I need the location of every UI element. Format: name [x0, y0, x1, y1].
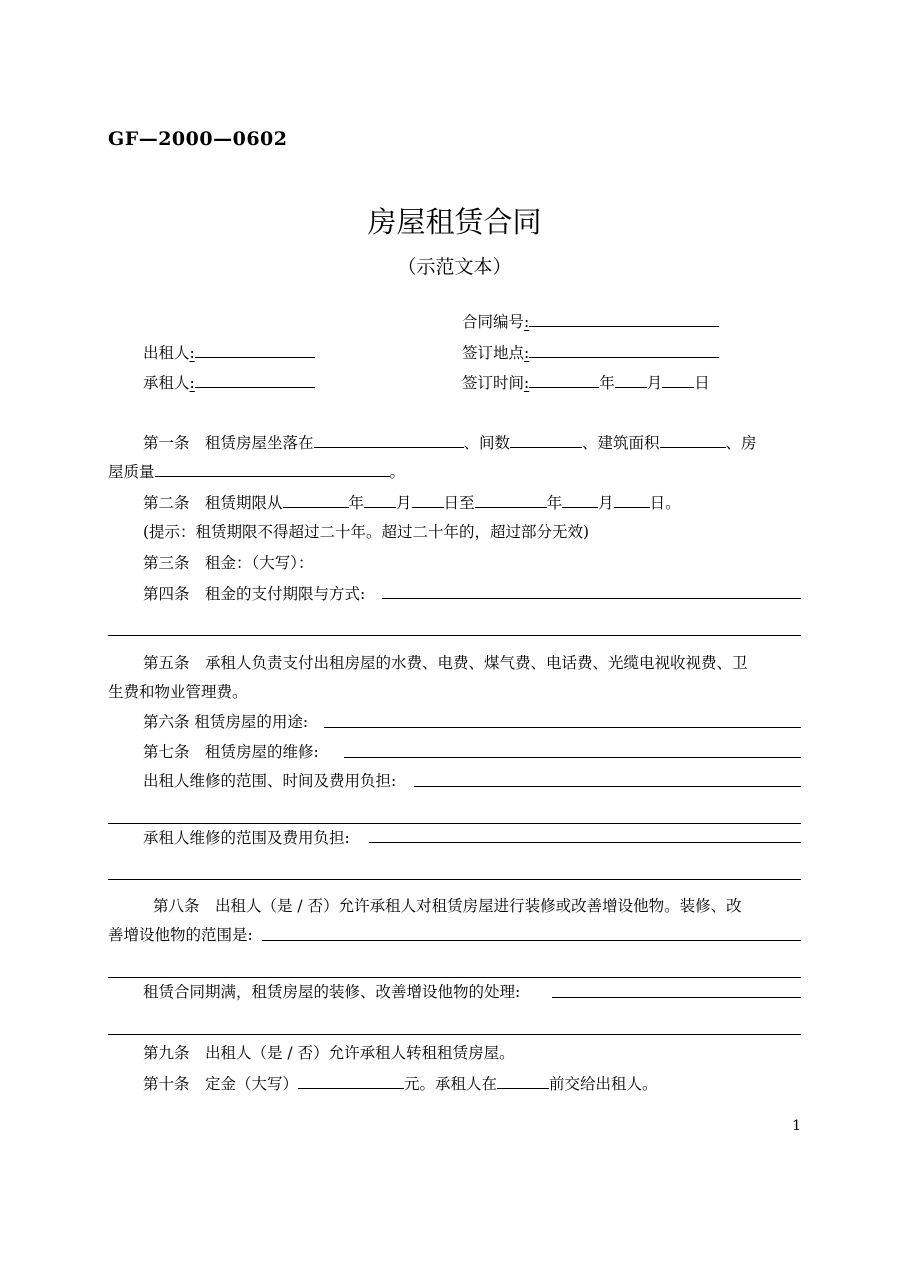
sign-day-field[interactable] [662, 372, 694, 388]
sign-month-field[interactable] [615, 372, 647, 388]
hint-note: (提示：租赁期限不得超过二十年。超过二十年的，超过部分无效) [143, 523, 590, 541]
house-use-field[interactable] [324, 727, 801, 728]
lessor-row: 出租人: [143, 342, 315, 363]
lessee-repair-extra-line[interactable] [108, 879, 801, 880]
deposit-date-field[interactable] [497, 1073, 549, 1089]
end-year-field[interactable] [475, 492, 547, 508]
document-code: GF—2000—0602 [108, 128, 288, 150]
lessor-label: 出租人 [143, 344, 190, 362]
lessee-repair-label: 承租人维修的范围及费用负担: [143, 829, 350, 847]
end-month-field[interactable] [562, 492, 598, 508]
page-number: 1 [792, 1118, 801, 1134]
floor-area-field[interactable] [660, 432, 726, 448]
house-quality-field[interactable] [155, 461, 390, 477]
article-9: 第九条 出租人（是 / 否）允许承租人转租租赁房屋。 [143, 1044, 515, 1062]
renovation-scope-extra-line[interactable] [108, 977, 801, 978]
article-6: 第六条 租赁房屋的用途: [143, 713, 309, 731]
expiry-handling-label: 租赁合同期满，租赁房屋的装修、改善增设他物的处理: [143, 983, 521, 1001]
article-1-line-1: 第一条 租赁房屋坐落在 、间数 、建筑面积 、房 [143, 434, 757, 452]
article-7: 第七条 租赁房屋的维修: [143, 743, 319, 761]
article-2: 第二条 租赁期限从 年 月 日至 年 月 日。 [143, 494, 681, 512]
start-day-field[interactable] [412, 492, 444, 508]
lessor-repair-label: 出租人维修的范围、时间及费用负担: [143, 772, 397, 790]
sign-place-row: 签订地点: [462, 342, 719, 363]
article-8-line-2: 善增设他物的范围是: [108, 926, 253, 944]
contract-number-field[interactable] [529, 311, 719, 327]
lessor-repair-field[interactable] [414, 786, 801, 787]
expiry-handling-field[interactable] [552, 997, 801, 998]
start-month-field[interactable] [364, 492, 396, 508]
renovation-scope-field[interactable] [262, 940, 801, 941]
start-year-field[interactable] [283, 492, 349, 508]
payment-terms-extra-line[interactable] [108, 635, 801, 636]
lessee-label: 承租人 [143, 374, 190, 392]
article-8-line-1: 第八条 出租人（是 / 否）允许承租人对租赁房屋进行装修或改善增设他物。装修、改 [153, 897, 742, 915]
contract-number-label: 合同编号 [462, 313, 525, 331]
location-field[interactable] [314, 432, 464, 448]
sign-place-field[interactable] [529, 342, 719, 358]
sign-place-label: 签订地点 [462, 344, 525, 362]
sign-year-field[interactable] [529, 372, 599, 388]
deposit-amount-field[interactable] [298, 1073, 404, 1089]
maintenance-field[interactable] [344, 757, 801, 758]
sign-time-row: 签订时间: 年 月 日 [462, 374, 710, 392]
lessee-row: 承租人: [143, 372, 315, 393]
article-10: 第十条 定金（大写） 元。承租人在 前交给出租人。 [143, 1075, 658, 1093]
contract-number-row: 合同编号: [462, 311, 719, 332]
sign-time-label: 签订时间 [462, 374, 525, 392]
article-3: 第三条 租金：（大写）： [143, 554, 314, 572]
payment-terms-field[interactable] [382, 598, 801, 599]
article-5-line-1: 第五条 承租人负责支付出租房屋的水费、电费、煤气费、电话费、光缆电视收视费、卫 [143, 654, 748, 672]
article-1-line-2: 屋质量 。 [108, 463, 406, 481]
end-day-field[interactable] [614, 492, 650, 508]
lessee-field[interactable] [195, 372, 315, 388]
lessor-field[interactable] [195, 342, 315, 358]
expiry-handling-extra-line[interactable] [108, 1034, 801, 1035]
room-count-field[interactable] [510, 432, 582, 448]
article-4: 第四条 租金的支付期限与方式: [143, 585, 366, 603]
article-5-line-2: 生费和物业管理费。 [108, 683, 248, 701]
lessor-repair-extra-line[interactable] [108, 823, 801, 824]
lessee-repair-field[interactable] [369, 842, 801, 843]
page-subtitle: （示范文本） [397, 256, 512, 278]
page-title: 房屋租赁合同 [367, 205, 542, 239]
